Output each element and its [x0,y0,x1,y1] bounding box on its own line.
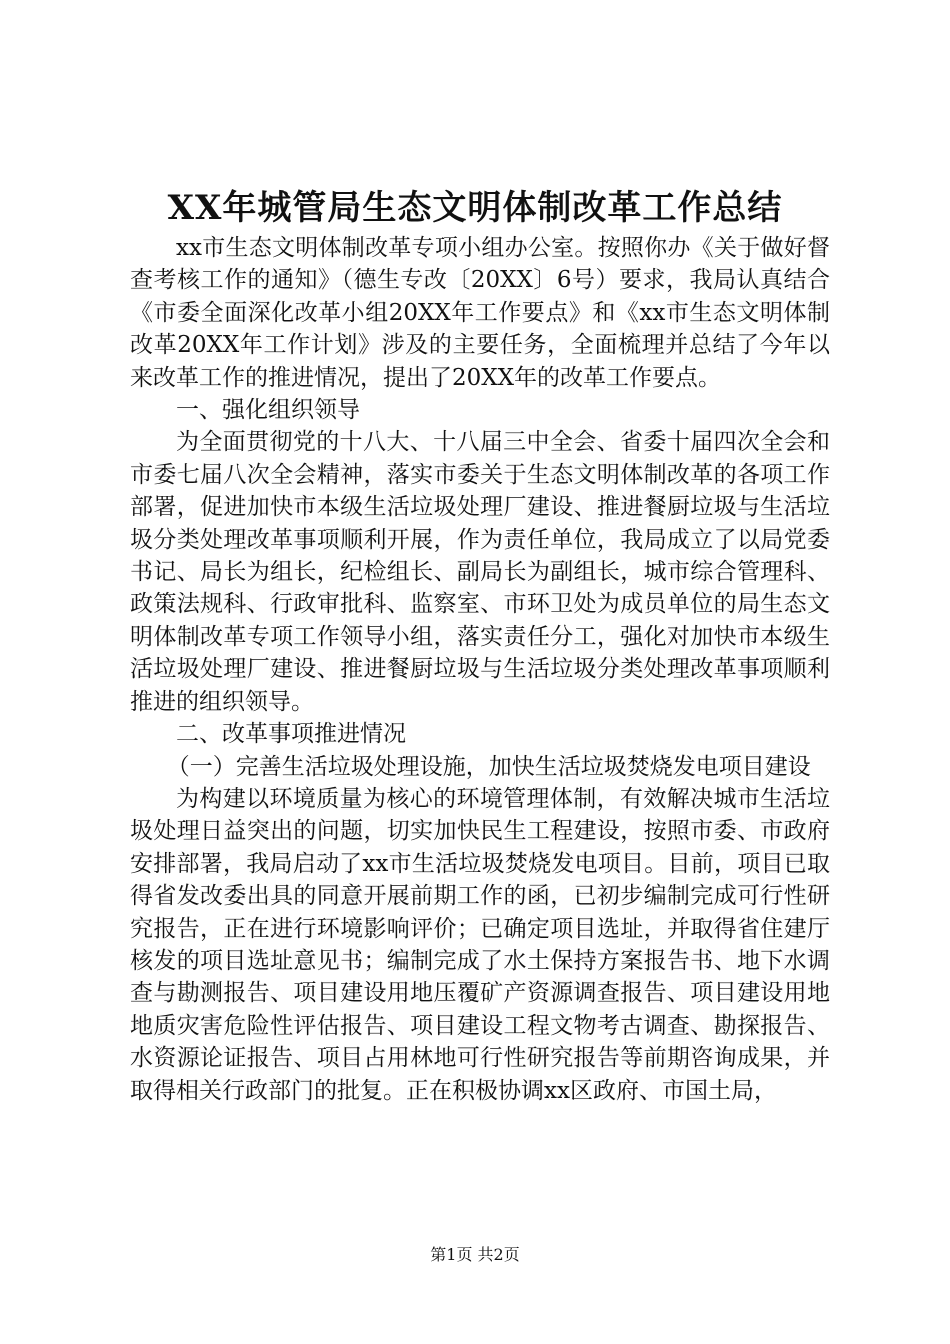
section-heading-2: 二、改革事项推进情况 [176,721,406,748]
subsection-heading-1: （一）完善生活垃圾处理设施，加快生活垃圾焚烧发电项目建设 [166,753,811,780]
section-1-paragraph: 为全面贯彻党的十八大、十八届三中全会、省委十届四次全会和市委七届八次全会精神，落实市委关于生态文明体制改革的各项工作部署，促进加快市本级生活垃圾处理厂建设、推进餐厨垃圾与生活垃圾分类处理改革事项顺利开展，作为责任单位，我局成立了以局党委书记、局长为组长，纪检组长、副局长为副组长，城市综合管理科、政策法规科、行政审批科、监察室、市环卫处为成员单位的局生态文明体制改革专项工作领导小组，落实责任分工，强化对加快市本级生活垃圾处理厂建设、推进餐厨垃圾与生活垃圾分类处理改革事项顺利推进的组织领导。 [130,429,830,715]
document-title: XX年城管局生态文明体制改革工作总结 [167,188,783,228]
document-body [130,232,830,1107]
page-footer: 第1页 共2页 [430,1245,520,1264]
intro-paragraph: xx市生态文明体制改革专项小组办公室。按照你办《关于做好督查考核工作的通知》（德生专改〔20XX〕6号）要求，我局认真结合《市委全面深化改革小组20XX年工作要点》和《xx市生态文明体制改革20XX年工作计划》涉及的主要任务，全面梳理并总结了今年以来改革工作的推进情况，提出了20XX年的改革工作要点。 [130,235,830,391]
subsection-1-paragraph: 为构建以环境质量为核心的环境管理体制，有效解决城市生活垃圾处理日益突出的问题，切实加快民生工程建设，按照市委、市政府安排部署，我局启动了xx市生活垃圾焚烧发电项目。目前，项目已取得省发改委出具的同意开展前期工作的函，已初步编制完成可行性研究报告，正在进行环境影响评价；已确定项目选址，并取得省住建厅核发的项目选址意见书；编制完成了水土保持方案报告书、地下水调查与勘测报告、项目建设用地压覆矿产资源调查报告、项目建设用地地质灾害危险性评估报告、项目建设工程文物考古调查、勘探报告、水资源论证报告、项目占用林地可行性研究报告等前期咨询成果，并取得相关行政部门的批复。正在积极协调xx区政府、市国土局， [130,785,830,1104]
section-heading-1: 一、强化组织领导 [176,397,360,424]
